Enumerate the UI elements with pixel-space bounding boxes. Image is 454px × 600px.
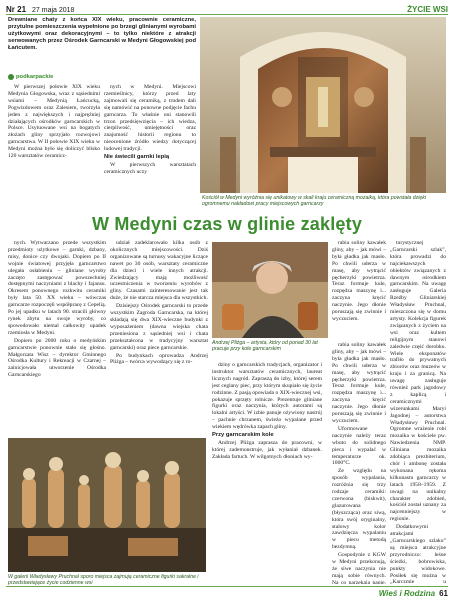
page-number: 61 <box>439 589 448 598</box>
paragraph: Po budynkach oprowadza Andrzej Pliżga – twórca wywodzący się z ro- <box>110 352 208 366</box>
article-column-top-1 <box>8 84 100 212</box>
paragraph: W pierwszej połowie XIX wieku Medynia Głogowska, wraz z sąsiednimi wsiami – Medynią Łańcucką, Pogwizdowem oraz Zalesiem, tworzyła jeden z największych i najprężniej działających ośrodków garncarskich w Polsce. Usytuowane wsi na bogatych złożach gliny sprzyjało rozwojowi garncarstwa. W II połowie XIX wieku w Medyni można było się doliczyć blisko 120 warsztatów ceramicz- <box>8 84 100 160</box>
paragraph: Gospodynie z KGW w Medyni przekonują, że siwe naczynia nie mają sobie równych. Na co narzekają panie, <box>332 552 386 584</box>
issue-number: Nr 21 <box>6 5 27 14</box>
paragraph: Dzisiejszy Ośrodek garncarski to przede wszystkim Zagroda Garncarska, na której składają się dwa XIX-wieczne budynki z wyposażeniem (dawna wiejska chata przeniesiona z sąsiedniej wsi i chata przekształcona w tradycyjny warsztat garncarski) oraz piece garncarskie. <box>110 303 208 351</box>
photo-caption: Kościół w Medyni wyróżnia się unikatowy w skali kraju ceramiczną mozaiką, która powstała dzięki ogromnemu nakładowi pracy miejscowych garncarzy <box>202 195 427 208</box>
article-column-5 <box>390 240 446 584</box>
article-column-2 <box>110 240 208 428</box>
paragraph: rabia soliny kawałek gliny, aby – jak mówi – była gładka jak masło. Po chwili uderza w masę, aby wytrącić pęcherzyki powietrza. Teraz formuje kule, rozpędza maszynę i... zaczyna kręcić naczynie. Jego dłonie poruszają się zwinnie i wyczuciem. <box>332 342 386 424</box>
article-column-4 <box>332 342 386 584</box>
article-title: W Medyni czas w glinie zaklęty <box>91 214 363 234</box>
subheading: Przy garncarskim kole <box>212 432 274 439</box>
paragraph: nych. Wytwarzano przede wszystkim przedmioty użytkowe – garnki, dzbany, misy, donice czy dwojaki. Dopiero po II wojnie światowej przyjęła garncarstwo ulegała osłabieniu – gliniane wyroby zaczęto zastępować powszechniej dostępnymi naczyniami z blachy i fajansu. Okresem ponownego rozkwitu ceramiki były lata 50. XX wieku – wówczas garncarze rozpoczęli współpracę z Cepelią. Po jej upadku w latach 90. stracili główny rynek zbytu na swoje wyroby, co spowodowało niemal całkowity upadek rzemiosła w Medyni. <box>8 240 106 336</box>
paragraph: Uformowane naczynie należy teraz wbuto do solidnego pieca i wypalać w temperaturze ok. 1000°C. <box>332 425 386 467</box>
page-footer <box>6 586 448 600</box>
portrait-caption: Andrzej Pliżga – artysta, który od ponad 30 lat pracuje przy kole garncarskim <box>212 340 318 353</box>
subheading: Nie świecili garnki lepią <box>104 154 170 161</box>
region-tag <box>8 74 53 80</box>
lead-paragraph: Drewniane chaty z końca XIX wieku, pracownie ceramiczne, przytulne pomieszczenia wypełnione po brzegi glinianymi wyrobami użytkowymi oraz dekoracyjnymi – to tylko niektóre z atrakcji serwowanych przez Ośrodek Garncarski w Medyni Głogowskiej pod Łańcutem. <box>8 17 196 52</box>
gallery-figurines-photo <box>8 438 206 572</box>
paragraph: Andrzej Pliżga zaprasza do pracowni, w której zademonstruje, jak wyłaniał dzbanek. Zakłada fartuch. W wilgotnych dłoniach wy- <box>212 439 322 460</box>
article-column-4-top <box>332 240 386 340</box>
paragraph: turystycznej „Garncarski szlak”, która prowadzi do najciekawszych obiektów związanych z dawnym ośrodkiem garncarskim. Na uwagę zasługuje Galeria Rzeźby Gliniarskiej Władysław Pruchnal, mieszczona się w domu artysty. Kolekcja figurek związanych z życiem na wsi oraz kultem religijnym stanowi zaledwie część dorobku. Wiele eksponatów trafiło do prywatnych zbiorów oraz muzeów w kraju i za granicą. Na uwagę zasługuje również park jagodowy z kaplicą i ceramicznymi wizerunkami Maryi Jagodnej – autorstwa Władysławy Pruchnal. Ogromne wrażenie robi mozaika w kościele pw. Nawiedzenia NMP. Gliniana mozaika zdobiąca prezbiterium, chór i ambonę została wykonana rękoma kilkunastu garncarzy w latach 1958–1959. Z uwagi na unikalny charakter zdobień, kościół został uznany za najcenniejszy w regionie. <box>390 240 446 523</box>
article-column-1 <box>8 240 106 434</box>
gallery-caption: W galerii Władysławy Pruchnal sporo miejsca zajmują ceramiczne figurki sakralne i przedstawiające życie codzienne wsi <box>8 574 199 587</box>
church-interior-photo <box>200 17 446 193</box>
paragraph: Ze względu na sposób wypalania, rozróżnia się trzy rodzaje ceramiki: czerwona (biskwit), glazurowana (błyszcząca) oraz siwą, która swój oryginalny, stalowy kolor zawdzięcza wypalaniu w piecu metodą bezdymną. <box>332 468 386 551</box>
article-column-3 <box>212 362 322 584</box>
paragraph: W pierwszych warsztatach ceramicznych uczy <box>104 161 196 175</box>
paragraph: dziny o garncarskich tradycjach, organizator i instruktor warsztatów ceramicznych, laureat licznych nagród. Zapraszą do izby, której serem jest ceglany piec, przy którym skupiało się życie rodzinne. Z pasją opowiada o XIX-wiecznej wsi, pokazuje sprzęty rolnicze. Prezentuje gliniane figurki oraz naczynia, których autorami są lokalni artyści. W izbie panuje ożywiony nastrój – pachnie chrzanem, świeżo wypalane przed wiekiem wędrówka zapach gliny. <box>212 362 322 431</box>
paragraph: nych w Medyni. Miejscowi rzemieślnicy, którzy przed laty zajmowali się ceramiką, z trudem dali się namówić na ponowne podjęcie fachu garncarza. To właśnie oni stanowili trzon przedsięwzięcia – ich wiedza, cierpliwość, umiejętności oraz znajomość historii regionu to nieocenione źródło wiedzy dotyczącej ludowej tradycji. <box>104 84 196 153</box>
paragraph: udział zadeklarowało kilka osób z okolicznych miejscowości. Dziś organizowane są turnusy wakacyjne liczące nawet po 30 osób, warsztaty ceramiczne dla dzieci i wiele innych atrakcji. Zwiedzający mają możliwość uczestniczenia w tworzeniu wyrobów z gliny. Czasami zainteresowanie jest tak duże, że nie starcza miejsca dla wszystkich. <box>110 240 208 302</box>
paragraph: Dopiero po 2000 roku o medyńskim garncarstwie ponownie stało się głośno. Małgorzata Wisz – dyrektor Gminnego Ośrodka Kultury i Rekreacji w Czarnej – zainicjowała utworzenie Ośrodka Garncarskiego <box>8 337 106 379</box>
issue-date: 27 maja 2018 <box>32 7 75 14</box>
location-icon <box>8 74 14 80</box>
section-name: ŻYCIE WSI <box>407 5 448 14</box>
article-column-top-2 <box>104 84 196 212</box>
page-header <box>6 0 448 15</box>
potter-portrait-photo <box>212 242 328 338</box>
region-tag-label: podkarpackie <box>16 74 54 80</box>
paragraph: rabia soliny kawałek gliny, aby – jak mówi – była gładka jak masło. Po chwili uderza w masę, aby wytrącić pęcherzyki powietrza. Teraz formuje kule, rozpędza maszynę i... zaczyna kręcić naczynie. Jego dłonie poruszają się zwinnie i wyczuciem. <box>332 240 386 322</box>
magazine-name: Wieś i Rodzina <box>378 589 436 598</box>
paragraph: Dodatkowymi atrakcjami „Garncarskiego szlaku” są miejsca atrakcyjne przyrodniczo: leśne ścieżki, bobrowiska, punkty widokowe. Posiłek się można w „Karczmie u <box>390 524 446 584</box>
